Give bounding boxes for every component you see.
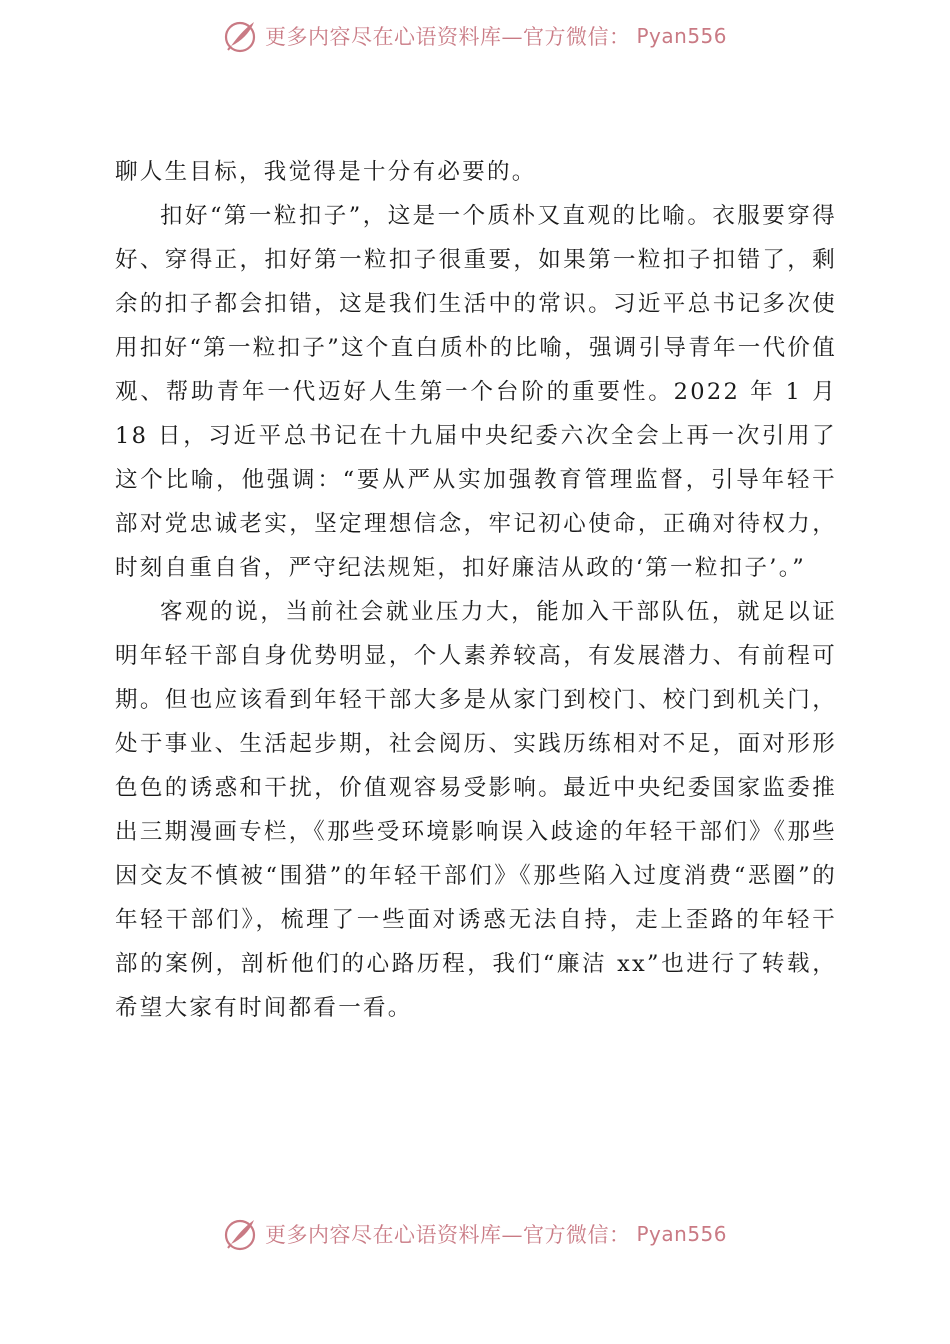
quill-pen-logo-icon [223,18,259,54]
header-watermark [0,16,950,56]
document-body [115,150,837,1030]
watermark-text: 更多内容尽在心语资料库—官方微信： [264,1223,631,1247]
watermark-wechat-id: Pyan556 [636,24,727,48]
paragraph-1: 聊人生目标，我觉得是十分有必要的。 [115,159,537,185]
paragraph-3: 客观的说，当前社会就业压力大，能加入干部队伍，就足以证明年轻干部自身优势明显，个人素养较高，有发展潜力、有前程可期。但也应该看到年轻干部大多是从家门到校门、校门到机关门，处于事业、生活起步期，社会阅历、实践历练相对不足，面对形形色色的诱惑和干扰，价值观容易受影响。最近中央纪委国家监委推出三期漫画专栏，《那些受环境影响误入歧途的年轻干部们》《那些因交友不慎被“围猎”的年轻干部们》《那些陷入过度消费“恶圈”的年轻干部们》，梳理了一些面对诱惑无法自持，走上歪路的年轻干部的案例，剖析他们的心路历程，我们“廉洁 xx”也进行了转载，希望大家有时间都看一看。 [115,599,837,1021]
quill-pen-logo-icon [223,1216,259,1252]
paragraph-2: 扣好“第一粒扣子”，这是一个质朴又直观的比喻。衣服要穿得好、穿得正，扣好第一粒扣子很重要，如果第一粒扣子扣错了，剩余的扣子都会扣错，这是我们生活中的常识。习近平总书记多次使用扣好“第一粒扣子”这个直白质朴的比喻，强调引导青年一代价值观、帮助青年一代迈好人生第一个台阶的重要性。2022 年 1 月 18 日，习近平总书记在十九届中央纪委六次全会上再一次引用了这个比喻，他强调：“要从严从实加强教育管理监督，引导年轻干部对党忠诚老实，坚定理想信念，牢记初心使命，正确对待权力，时刻自重自省，严守纪法规矩，扣好廉洁从政的‘第一粒扣子’。” [115,203,838,581]
footer-watermark [0,1214,950,1254]
watermark-text: 更多内容尽在心语资料库—官方微信： [264,25,631,49]
watermark-wechat-id: Pyan556 [636,1222,727,1246]
